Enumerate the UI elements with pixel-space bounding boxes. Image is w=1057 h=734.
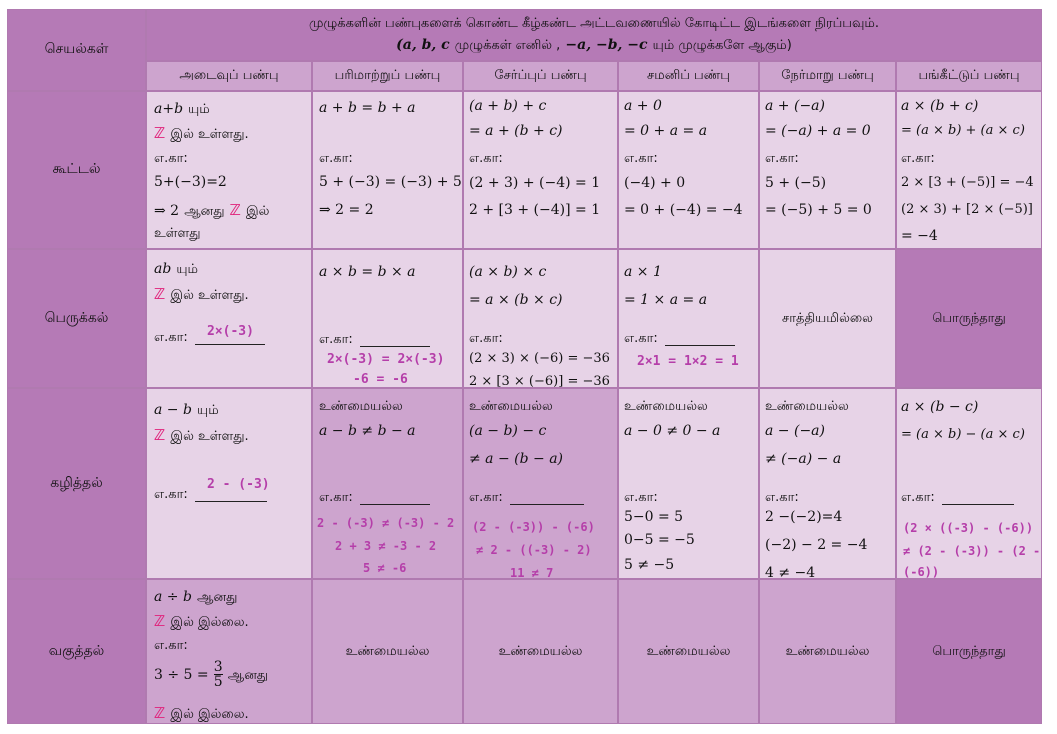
subtraction-associative-answer-2: ≠ 2 - ((-3) - 2) [476, 543, 592, 557]
addition-commutative-result: ⇒ 2 = 2 [319, 202, 374, 218]
addition-identity-rule-2: = 0 + a = a [624, 123, 708, 139]
header-inverse-text: நேர்மாறு பண்பு [781, 68, 874, 83]
multiplication-inverse-text: சாத்தியமில்லை [782, 310, 873, 326]
multiplication-identity-blank[interactable] [665, 331, 735, 346]
cell-division-associative [463, 579, 618, 724]
subtraction-distributive-answer-3: (-6)) [903, 565, 940, 579]
division-identity-text: உண்மையல்ல [646, 643, 731, 659]
subtraction-inverse-example-3: 4 ≠ −4 [765, 565, 816, 579]
addition-distributive-rule-2: = (a × b) + (a × c) [901, 123, 1025, 138]
row-label-subtraction [7, 388, 146, 579]
addition-associative-example-1: (2 + 3) + (−4) = 1 [469, 175, 601, 191]
header-commutative [312, 61, 463, 91]
cell-division-inverse [759, 579, 896, 724]
division-closure-aanadhu: ஆனது [227, 668, 269, 683]
addition-distributive-example-2: (2 × 3) + [2 × (−5)] [901, 202, 1033, 217]
addition-closure-aanadhu: ஆனது [184, 204, 225, 219]
instruction-line2 [147, 34, 1041, 54]
multiplication-distributive-text: பொருந்தாது [932, 310, 1006, 326]
addition-associative-rule-2: = a + (b + c) [469, 123, 563, 139]
instruction-header [146, 9, 1042, 61]
example-label: எ.கா: [319, 490, 353, 505]
header-identity [618, 61, 759, 91]
cell-subtraction-identity [618, 388, 759, 579]
multiplication-commutative-answer-1: 2×(-3) = 2×(-3) [327, 352, 445, 367]
subtraction-associative-answer-1: (2 - (-3)) - (-6) [472, 520, 595, 534]
cell-multiplication-associative [463, 249, 618, 388]
multiplication-closure-suffix: யும் [176, 262, 199, 277]
example-label: எ.கா: [154, 151, 188, 166]
example-label: எ.கா: [624, 151, 658, 166]
cell-division-commutative [312, 579, 463, 724]
cell-division-closure [146, 579, 312, 724]
row-label-division-text: வகுத்தல் [48, 642, 105, 659]
cell-multiplication-inverse [759, 249, 896, 388]
division-distributive-text: பொருந்தாது [932, 643, 1006, 659]
fraction-numerator: 3 [213, 659, 223, 675]
subtraction-inverse-rule-2: ≠ (−a) − a [765, 451, 842, 467]
row-label-multiplication-text: பெருக்கல் [44, 309, 109, 326]
example-label: எ.கா: [469, 490, 503, 505]
example-label: எ.கா: [319, 151, 353, 166]
division-associative-text: உண்மையல்ல [498, 643, 583, 659]
subtraction-identity-example-1: 5−0 = 5 [624, 509, 684, 525]
cell-division-distributive [896, 579, 1042, 724]
instruction-end: யும் முழுக்களே ஆகும்) [652, 38, 792, 53]
multiplication-identity-rule-1: a × 1 [624, 264, 662, 280]
subtraction-associative-rule-1: (a − b) − c [469, 423, 547, 439]
instruction-mid: முழுக்கள் எனில் , [454, 38, 561, 53]
example-label: எ.கா: [154, 638, 188, 653]
multiplication-identity-answer: 2×1 = 1×2 = 1 [637, 354, 739, 369]
addition-closure-text: இல் உள்ளது. [170, 127, 249, 142]
cell-addition-closure [146, 91, 312, 249]
instruction-neg: −a, −b, −c [565, 37, 648, 53]
multiplication-commutative-blank[interactable] [360, 332, 430, 347]
subtraction-distributive-answer-1: (2 × ((-3) - (-6)) [903, 521, 1034, 535]
cell-multiplication-distributive [896, 249, 1042, 388]
cell-addition-inverse [759, 91, 896, 249]
row-label-subtraction-text: கழித்தல் [50, 474, 103, 491]
subtraction-commutative-answer-2: 2 + 3 ≠ -3 - 2 [335, 539, 437, 553]
integer-set-symbol: ℤ [154, 124, 166, 142]
addition-identity-example-2: = 0 + (−4) = −4 [624, 202, 743, 218]
row-label-addition-text: கூட்டல் [52, 161, 101, 177]
example-label: எ.கா: [901, 490, 935, 505]
cell-addition-associative [463, 91, 618, 249]
division-closure-text-2: இல் இல்லை. [170, 707, 249, 722]
division-commutative-text: உண்மையல்ல [345, 643, 430, 659]
cell-addition-identity [618, 91, 759, 249]
header-inverse [759, 61, 896, 91]
header-commutative-text: பரிமாற்றுப் பண்பு [334, 68, 441, 83]
integer-set-symbol: ℤ [154, 612, 166, 630]
subtraction-commutative-rule: a − b ≠ b − a [319, 423, 416, 439]
addition-inverse-rule-1: a + (−a) [765, 98, 825, 114]
cell-subtraction-inverse [759, 388, 896, 579]
subtraction-commutative-false: உண்மையல்ல [319, 399, 403, 414]
multiplication-associative-example-2: 2 × [3 × (−6)] = −36 [469, 374, 610, 388]
addition-inverse-rule-2: = (−a) + a = 0 [765, 123, 871, 139]
addition-closure-result: ⇒ 2 [154, 203, 180, 219]
subtraction-commutative-answer-3: 5 ≠ -6 [363, 561, 407, 575]
addition-distributive-example-3: = −4 [901, 228, 938, 244]
subtraction-distributive-blank[interactable] [942, 490, 1014, 505]
multiplication-commutative-rule: a × b = b × a [319, 264, 416, 280]
division-closure-fraction [214, 660, 223, 689]
division-closure-suffix: ஆனது [197, 590, 238, 605]
cell-multiplication-commutative [312, 249, 463, 388]
subtraction-inverse-rule-1: a − (−a) [765, 423, 825, 439]
subtraction-commutative-answer-1: 2 - (-3) ≠ (-3) - 2 [317, 516, 455, 530]
subtraction-associative-blank[interactable] [510, 490, 584, 505]
instruction-vars: (a, b, c [396, 37, 450, 53]
properties-table [7, 9, 1042, 724]
operations-header-text: செயல்கள் [44, 41, 109, 57]
addition-closure-expr: a+b [154, 101, 184, 117]
addition-closure-il: இல் [246, 204, 270, 219]
integer-set-symbol: ℤ [154, 285, 166, 303]
subtraction-identity-example-2: 0−5 = −5 [624, 532, 695, 548]
multiplication-commutative-answer-2: -6 = -6 [353, 372, 408, 387]
subtraction-distributive-rule-1: a × (b − c) [901, 399, 979, 415]
subtraction-closure-answer: 2 - (-3) [207, 477, 270, 492]
subtraction-distributive-rule-2: = (a × b) − (a × c) [901, 427, 1025, 442]
integer-set-symbol: ℤ [229, 201, 241, 219]
addition-identity-rule-1: a + 0 [624, 98, 662, 114]
integer-set-symbol: ℤ [154, 704, 166, 722]
header-associative-text: சேர்ப்புப் பண்பு [494, 68, 587, 83]
header-distributive-text: பங்கீட்டுப் பண்பு [918, 68, 1020, 83]
cell-multiplication-identity [618, 249, 759, 388]
cell-division-identity [618, 579, 759, 724]
addition-closure-ullathu: உள்ளது [154, 226, 201, 241]
subtraction-identity-false: உண்மையல்ல [624, 399, 708, 414]
instruction-line1: முழுக்களின் பண்புகளைக் கொண்ட கீழ்கண்ட அட்டவணையில் கோடிட்ட இடங்களை நிரப்பவும். [308, 16, 880, 31]
division-closure-text: இல் இல்லை. [170, 615, 249, 630]
addition-distributive-rule-1: a × (b + c) [901, 98, 979, 114]
cell-addition-commutative [312, 91, 463, 249]
addition-associative-rule-1: (a + b) + c [469, 98, 547, 114]
division-closure-expr: a ÷ b [154, 589, 192, 605]
integer-set-symbol: ℤ [154, 426, 166, 444]
example-label: எ.கா: [469, 331, 503, 346]
subtraction-identity-rule: a − 0 ≠ 0 − a [624, 423, 721, 439]
subtraction-closure-suffix: யும் [197, 403, 219, 418]
example-label: எ.கா: [319, 332, 353, 347]
operations-header [7, 9, 146, 91]
header-identity-text: சமனிப் பண்பு [647, 68, 730, 83]
multiplication-associative-example-1: (2 × 3) × (−6) = −36 [469, 351, 610, 366]
addition-closure-example: 5+(−3)=2 [154, 174, 227, 190]
subtraction-distributive-answer-2: ≠ (2 - (-3)) - (2 - [903, 544, 1041, 558]
addition-distributive-example-1: 2 × [3 + (−5)] = −4 [901, 175, 1034, 190]
example-label: எ.கா: [765, 151, 799, 166]
cell-subtraction-distributive [896, 388, 1042, 579]
row-label-multiplication [7, 249, 146, 388]
header-closure-text: அடைவுப் பண்பு [179, 68, 279, 83]
subtraction-closure-text: இல் உள்ளது. [170, 429, 249, 444]
subtraction-inverse-false: உண்மையல்ல [765, 399, 849, 414]
cell-subtraction-closure [146, 388, 312, 579]
row-label-addition [7, 91, 146, 249]
cell-multiplication-closure [146, 249, 312, 388]
addition-commutative-example: 5 + (−3) = (−3) + 5 [319, 174, 462, 190]
subtraction-identity-example-3: 5 ≠ −5 [624, 557, 675, 573]
division-inverse-text: உண்மையல்ல [785, 643, 870, 659]
header-closure [146, 61, 312, 91]
addition-commutative-rule: a + b = b + a [319, 100, 416, 116]
division-closure-example: 3 ÷ 5 = [154, 667, 209, 683]
multiplication-associative-rule-2: = a × (b × c) [469, 292, 563, 308]
subtraction-associative-false: உண்மையல்ல [469, 399, 553, 414]
multiplication-closure-answer: 2×(-3) [207, 324, 254, 339]
addition-inverse-example-1: 5 + (−5) [765, 175, 827, 191]
header-associative [463, 61, 618, 91]
fraction-denominator: 5 [213, 674, 223, 690]
subtraction-commutative-blank[interactable] [360, 490, 430, 505]
addition-closure-suffix: யும் [188, 102, 210, 117]
subtraction-inverse-example-2: (−2) − 2 = −4 [765, 537, 868, 553]
addition-inverse-example-2: = (−5) + 5 = 0 [765, 202, 872, 218]
example-label: எ.கா: [624, 490, 658, 505]
multiplication-associative-rule-1: (a × b) × c [469, 264, 547, 280]
example-label: எ.கா: [765, 490, 799, 505]
cell-subtraction-associative [463, 388, 618, 579]
subtraction-inverse-example-1: 2 −(−2)=4 [765, 509, 843, 525]
subtraction-closure-expr: a − b [154, 402, 192, 418]
subtraction-associative-answer-3: 11 ≠ 7 [510, 566, 554, 579]
multiplication-closure-expr: ab [154, 261, 172, 277]
cell-subtraction-commutative [312, 388, 463, 579]
example-label: எ.கா: [624, 331, 658, 346]
multiplication-identity-rule-2: = 1 × a = a [624, 292, 708, 308]
example-label: எ.கா: [154, 330, 188, 345]
multiplication-closure-text: இல் உள்ளது. [170, 288, 249, 303]
example-label: எ.கா: [154, 487, 188, 502]
addition-identity-example-1: (−4) + 0 [624, 175, 686, 191]
row-label-division [7, 579, 146, 724]
example-label: எ.கா: [901, 151, 935, 166]
example-label: எ.கா: [469, 151, 503, 166]
header-distributive [896, 61, 1042, 91]
addition-associative-example-2: 2 + [3 + (−4)] = 1 [469, 202, 601, 218]
subtraction-associative-rule-2: ≠ a − (b − a) [469, 451, 564, 467]
cell-addition-distributive [896, 91, 1042, 249]
